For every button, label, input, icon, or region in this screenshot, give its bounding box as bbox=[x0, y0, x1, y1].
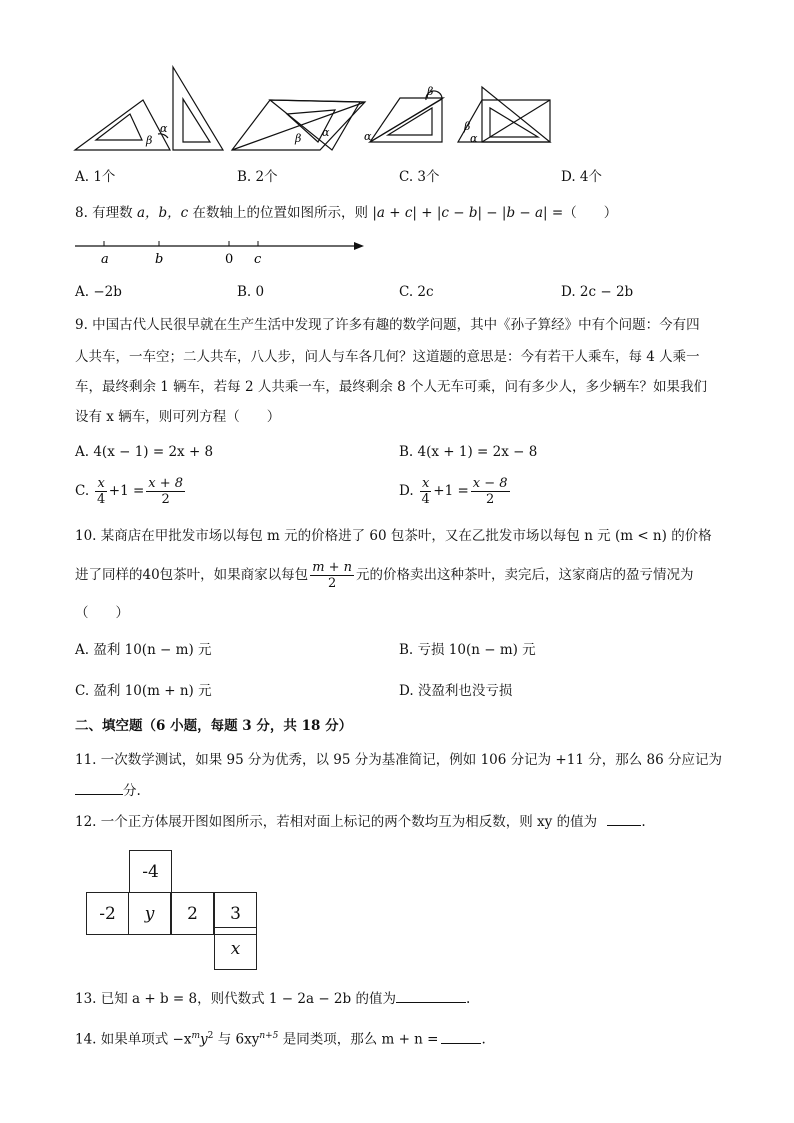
fraction-x-over-4 bbox=[420, 476, 431, 507]
cube-cell: 2 bbox=[171, 892, 214, 935]
q10-line-1: 10. 某商店在甲批发市场以每包 m 元的价格进了 60 包茶叶，又在乙批发市场以每包 n 元 (m < n) 的价格 bbox=[75, 528, 712, 544]
q10-line-2-after: 元的价格卖出这种茶叶，卖完后，这家商店的盈亏情况为 bbox=[356, 567, 694, 583]
q12-stem-text: 12. 一个正方体展开图如图所示，若相对面上标记的两个数均互为相反数，则 xy 的值为 bbox=[75, 814, 598, 830]
cube-cell: -2 bbox=[86, 892, 129, 935]
q8-answer-paren: （ ） bbox=[563, 205, 618, 221]
q14-text-4: 是同类项，那么 m + n = bbox=[278, 1031, 439, 1048]
q10-option-b[interactable]: B. 亏损 10(n − m) 元 bbox=[399, 642, 536, 658]
q10-option-d[interactable]: D. 没盈利也没亏损 bbox=[399, 683, 513, 699]
q13-end: . bbox=[465, 991, 471, 1007]
axis-label-c: c bbox=[254, 252, 262, 267]
cube-cell: -4 bbox=[129, 850, 172, 893]
q8-stem-mid: 在数轴上的位置如图所示，则 bbox=[188, 205, 373, 221]
q8-option-c[interactable]: C. 2c bbox=[399, 284, 434, 300]
q13-answer-blank[interactable] bbox=[396, 990, 466, 1003]
q7-option-b[interactable]: B. 2个 bbox=[237, 169, 278, 185]
q9-option-d[interactable] bbox=[399, 476, 512, 507]
q10-paren: （ ） bbox=[75, 605, 129, 621]
q7-option-c[interactable]: C. 3个 bbox=[399, 169, 440, 185]
q8-number-line bbox=[72, 236, 372, 270]
q14-end: . bbox=[481, 1031, 486, 1048]
q8-option-b[interactable]: B. 0 bbox=[237, 284, 265, 300]
q14-sup-n5: n+5 bbox=[259, 1031, 279, 1041]
q8-option-d[interactable]: D. 2c − 2b bbox=[561, 284, 634, 300]
cube-cell: y bbox=[128, 892, 171, 935]
q13-stem bbox=[75, 990, 470, 1008]
q14-text-3: 与 6xy bbox=[213, 1031, 260, 1048]
q14-sup-2: 2 bbox=[207, 1031, 214, 1041]
q14-sup-m: m bbox=[191, 1031, 201, 1041]
q7-option-d[interactable]: D. 4个 bbox=[561, 169, 603, 185]
fraction-x-over-4 bbox=[95, 476, 106, 507]
cube-cell: 3 bbox=[214, 892, 257, 935]
q9-option-c[interactable] bbox=[75, 476, 187, 507]
q9-option-c-label: C. bbox=[75, 483, 90, 499]
q8-stem bbox=[75, 204, 617, 222]
q7-beta-label-a: β bbox=[146, 134, 153, 147]
q9-line-1: 9. 中国古代人民很早就在生产生活中发现了许多有趣的数学问题，其中《孙子算经》中有个问题：今有四 bbox=[75, 317, 700, 333]
q9-option-d-label: D. bbox=[399, 483, 414, 499]
q7-alpha-label-b: α bbox=[322, 126, 330, 139]
q7-alpha-label-d: α bbox=[470, 132, 478, 145]
frac-den: 2 bbox=[486, 492, 495, 507]
q7-beta-label-d: β bbox=[464, 120, 471, 133]
frac-den: 2 bbox=[327, 576, 337, 591]
q7-figure-c bbox=[370, 91, 443, 142]
q10-line-2 bbox=[75, 560, 694, 591]
q9-option-c-mid: +1 = bbox=[108, 483, 145, 499]
q9-option-a[interactable]: A. 4(x − 1) = 2x + 8 bbox=[75, 444, 214, 460]
q10-option-a[interactable]: A. 盈利 10(n − m) 元 bbox=[75, 642, 212, 658]
frac-num: x − 8 bbox=[472, 476, 508, 491]
q9-line-2: 人共车，一车空；二人共车，八人步，问人与车各几何？这道题的意思是：今有若干人乘车，每 4 人乘一 bbox=[75, 349, 700, 365]
frac-num: x + 8 bbox=[148, 476, 184, 491]
q8-vars: a，b，c bbox=[136, 205, 189, 221]
cube-cell: x bbox=[214, 927, 257, 970]
q8-stem-text: 8. 有理数 bbox=[75, 205, 137, 221]
axis-label-b: b bbox=[155, 252, 164, 267]
q13-stem-text: 13. 已知 a + b = 8，则代数式 1 − 2a − 2b 的值为 bbox=[75, 991, 396, 1007]
frac-den: 4 bbox=[96, 492, 106, 507]
q11-answer-blank[interactable] bbox=[75, 782, 123, 795]
fraction-xm8-over-2 bbox=[471, 476, 510, 507]
fraction-xp8-over-2 bbox=[146, 476, 185, 507]
q14-answer-blank[interactable] bbox=[441, 1031, 481, 1044]
q14-stem bbox=[75, 1027, 486, 1049]
q9-option-b[interactable]: B. 4(x + 1) = 2x − 8 bbox=[399, 444, 538, 460]
q14-text-2: y bbox=[200, 1031, 208, 1048]
q10-line-2-text: 进了同样的40包茶叶，如果商家以每包 bbox=[75, 567, 309, 583]
q11-line-2-text: 分. bbox=[123, 783, 141, 799]
axis-label-zero: 0 bbox=[225, 252, 234, 267]
section-heading: 二、填空题（6 小题，每题 3 分，共 18 分） bbox=[75, 718, 353, 734]
q9-option-d-mid: +1 = bbox=[433, 483, 469, 499]
q12-answer-blank[interactable] bbox=[607, 813, 641, 826]
q9-line-4: 设有 x 辆车，则可列方程（ ） bbox=[75, 409, 281, 425]
q7-figures bbox=[70, 62, 560, 157]
q12-stem bbox=[75, 813, 646, 831]
q7-option-a[interactable]: A. 1个 bbox=[75, 169, 116, 185]
q7-alpha-label-c: α bbox=[364, 130, 372, 143]
q12-end: . bbox=[641, 814, 646, 830]
frac-num: m + n bbox=[312, 560, 353, 575]
axis-label-a: a bbox=[101, 252, 109, 267]
q11-line-2 bbox=[75, 782, 141, 800]
frac-num: x bbox=[421, 476, 430, 491]
q8-option-a[interactable]: A. −2b bbox=[75, 284, 122, 300]
q7-alpha-label-a: α bbox=[160, 122, 168, 135]
q14-text-1: 14. 如果单项式 −x bbox=[75, 1031, 192, 1048]
frac-den: 2 bbox=[161, 492, 170, 507]
frac-num: x bbox=[97, 476, 105, 491]
q11-line-1: 11. 一次数学测试，如果 95 分为优秀，以 95 分为基准简记，例如 106 分记为 +11 分，那么 86 分应记为 bbox=[75, 752, 722, 768]
q7-beta-label-c: β bbox=[427, 85, 434, 98]
q8-expression: |a + c| + |c − b| − |b − a| = bbox=[372, 205, 564, 221]
frac-den: 4 bbox=[421, 492, 430, 507]
q10-option-c[interactable]: C. 盈利 10(m + n) 元 bbox=[75, 683, 212, 699]
q9-line-3: 车，最终剩余 1 辆车，若每 2 人共乘一车，最终剩余 8 个人无车可乘，问有多少人，多少辆车？如果我们 bbox=[75, 379, 708, 395]
q7-beta-label-b: β bbox=[295, 132, 302, 145]
fraction-m-plus-n-over-2 bbox=[310, 560, 354, 591]
